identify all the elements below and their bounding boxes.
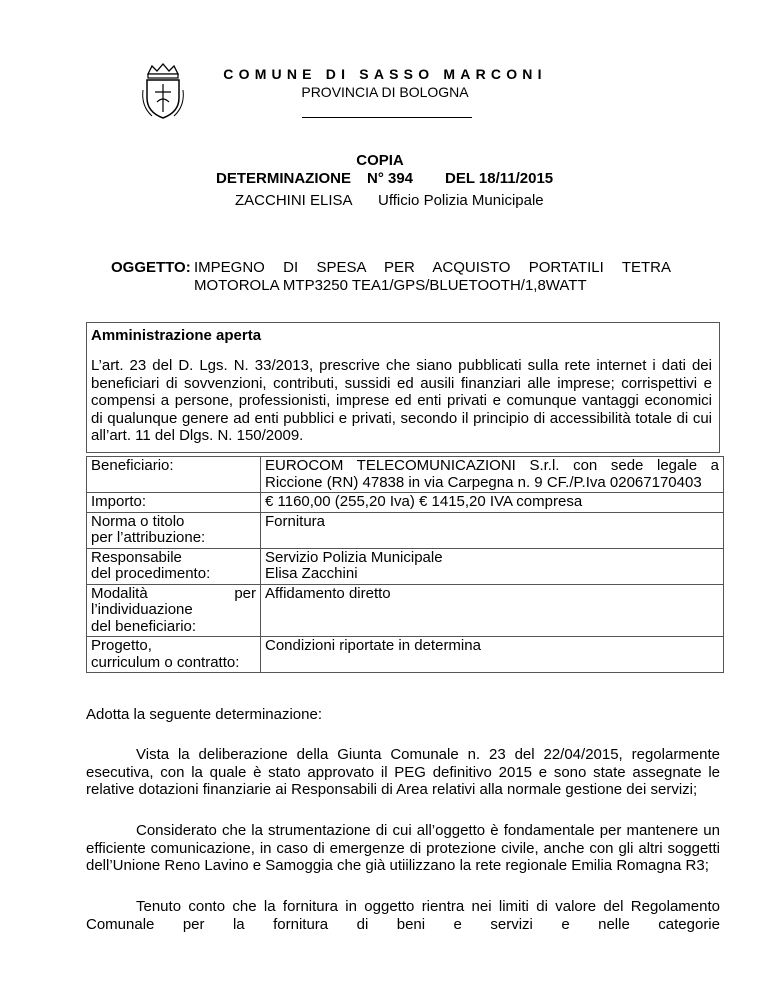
beneficiario-value: EUROCOM TELECOMUNICAZIONI S.r.l. con sede legale a Riccione (RN) 47838 in via Carpegna n. 9 CF./P.Iva 02067170403 — [261, 457, 724, 493]
oggetto-line-1: IMPEGNO DI SPESA PER ACQUISTO PORTATILI TETRA — [194, 259, 671, 276]
table-row — [87, 637, 724, 673]
modalita-label-per: per — [234, 584, 256, 602]
table-row — [87, 493, 724, 513]
adotta-text: Adotta la seguente determinazione: — [86, 706, 322, 723]
amministrazione-aperta-title: Amministrazione aperta — [91, 327, 262, 344]
determinazione-data: DEL 18/11/2015 — [445, 170, 554, 187]
header-divider — [302, 117, 472, 118]
table-row — [87, 512, 724, 548]
table-row — [87, 548, 724, 584]
norma-label — [87, 512, 261, 548]
responsabile-name: ZACCHINI ELISA — [235, 192, 353, 209]
determinazione-numero: N° 394 — [367, 170, 414, 187]
progetto-label — [87, 637, 261, 673]
progetto-label-line-1: Progetto, — [91, 637, 152, 654]
table-row — [87, 457, 724, 493]
table-row — [87, 584, 724, 637]
progetto-value: Condizioni riportate in determina — [261, 637, 724, 673]
paragraph-tenuto-conto: Tenuto conto che la fornitura in oggetto rientra nei limiti di valore del Regolamento Comunale per la fornitura di beni e servizi e nelle categorie — [86, 898, 720, 933]
oggetto-label: OGGETTO: — [111, 259, 191, 276]
modalita-label-line-3: del beneficiario: — [91, 617, 197, 635]
modalita-value: Affidamento diretto — [261, 584, 724, 637]
provincia-title: PROVINCIA DI BOLOGNA — [301, 84, 469, 100]
responsabile-label-line-2: del procedimento: — [91, 565, 211, 582]
beneficiario-label: Beneficiario: — [87, 457, 261, 493]
responsabile-value — [261, 548, 724, 584]
responsabile-value-line-1: Servizio Polizia Municipale — [265, 548, 443, 566]
responsabile-label-line-1: Responsabile — [91, 548, 182, 566]
responsabile-label — [87, 548, 261, 584]
copia-label: COPIA — [356, 152, 404, 169]
oggetto-line-2: MOTOROLA MTP3250 TEA1/GPS/BLUETOOTH/1,8WATT — [194, 277, 587, 294]
coat-of-arms-icon — [140, 62, 186, 120]
modalita-label — [87, 584, 261, 637]
importo-value: € 1160,00 (255,20 Iva) € 1415,20 IVA compresa — [261, 493, 724, 513]
responsabile-value-line-2: Elisa Zacchini — [265, 565, 358, 582]
determinazione-label: DETERMINAZIONE — [216, 170, 351, 187]
norma-label-line-1: Norma o titolo — [91, 512, 185, 530]
progetto-label-line-2: curriculum o contratto: — [91, 653, 240, 671]
norma-label-line-2: per l’attribuzione: — [91, 529, 206, 546]
norma-value: Fornitura — [261, 512, 724, 548]
modalita-label-line-1 — [91, 586, 256, 603]
modalita-label-line-2: l’individuazione — [91, 601, 193, 618]
comune-title: COMUNE DI SASSO MARCONI — [223, 66, 547, 82]
paragraph-considerato: Considerato che la strumentazione di cui all’oggetto è fondamentale per mantenere un efficiente comunicazione, in caso di emergenze di protezione civile, anche con gli altri soggetti dell’Unione Reno Lavino e Samoggia che già utiilizzano la rete regionale Emilia Romagna R3; — [86, 822, 720, 874]
paragraph-vista: Vista la deliberazione della Giunta Comunale n. 23 del 22/04/2015, regolarmente esecutiva, con la quale è stato approvato il PEG definitivo 2015 e sono state assegnate le relative dotazioni finanziarie ai Responsabili di Area relativi alla normale gestione dei servizi; — [86, 746, 720, 798]
amministrazione-aperta-text: L’art. 23 del D. Lgs. N. 33/2013, prescrive che siano pubblicati sulla rete internet i dati dei beneficiari di sovvenzioni, contributi, sussidi ed ausili finanziari alle imprese; corrispettivi e compensi a persone, professionisti, imprese ed enti privati e comunque vantaggi economici di qualunque genere ad enti pubblici e privati, secondo il principio di accessibilità totale di cui all’art. 11 del Dlgs. N. 150/2009. — [91, 357, 712, 444]
beneficiario-table — [86, 456, 724, 673]
importo-label: Importo: — [87, 493, 261, 513]
modalita-label-word: Modalità — [91, 584, 148, 602]
ufficio-name: Ufficio Polizia Municipale — [378, 192, 544, 209]
